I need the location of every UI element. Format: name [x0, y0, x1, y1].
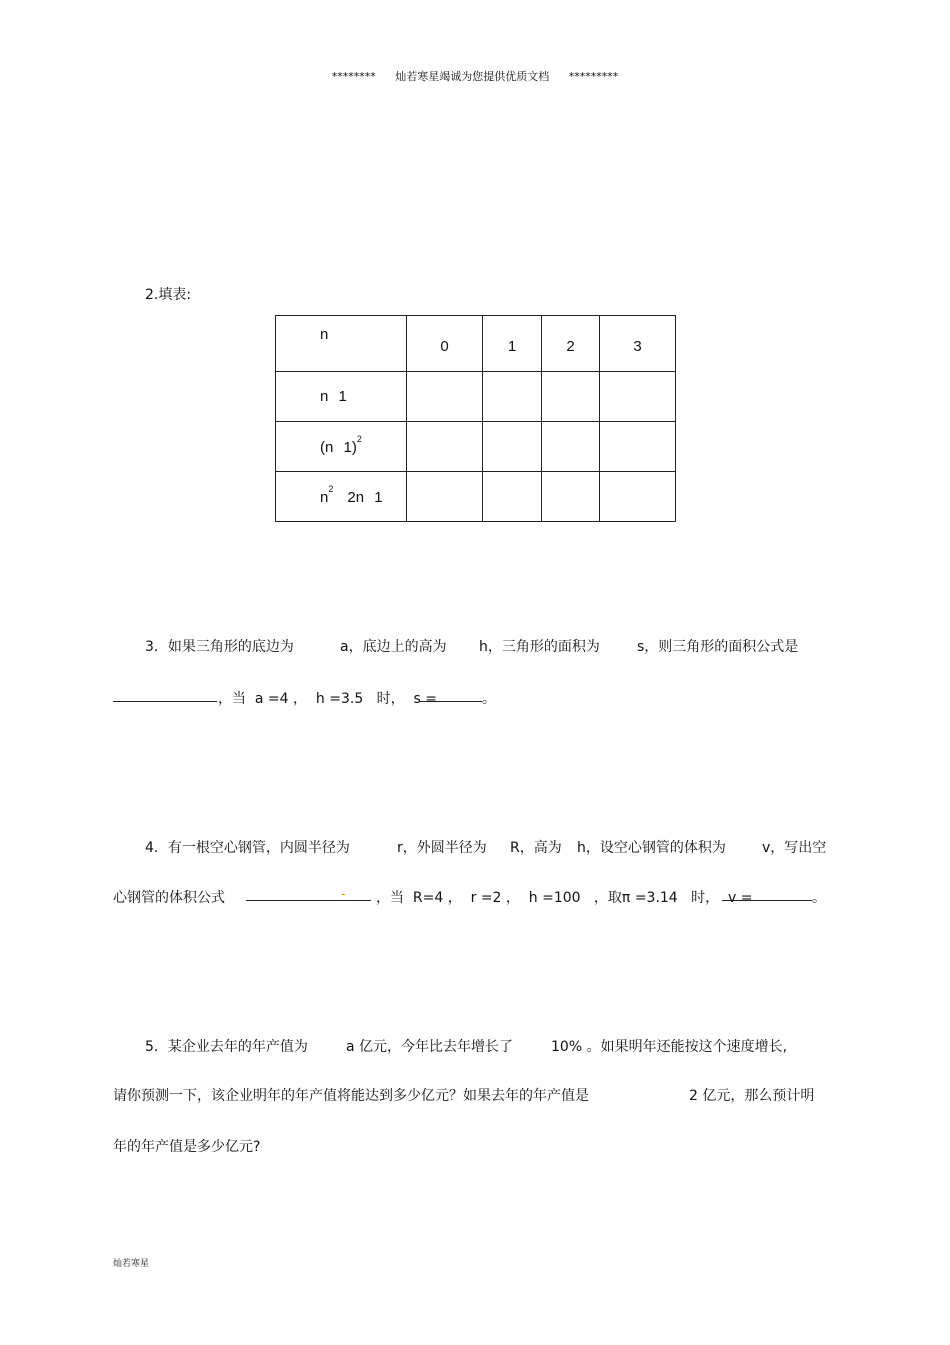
table-cell: [407, 372, 483, 422]
table-row: [276, 316, 676, 372]
table-cell: [483, 422, 542, 472]
fill-table: [275, 315, 676, 522]
q4-line2-text-a: 心钢管的体积公式: [113, 890, 225, 906]
table-cell: [542, 472, 600, 522]
q3-text-b: a，底边上的高为: [340, 639, 447, 655]
table-cell: [600, 472, 676, 522]
q4-line2-text-b: ，当 R=4 ， r =2 ， h =100 ，取π =3.14 时， v =: [376, 890, 753, 906]
page-header: [0, 68, 950, 84]
table-row: [276, 472, 676, 522]
table-cell: [407, 472, 483, 522]
table-cell: [483, 372, 542, 422]
q5-text-a: 5．某企业去年的年产值为: [145, 1039, 308, 1055]
row-label-n-plus-1-squared: (n 1)$^2$: [276, 422, 407, 472]
q4-text-a: 4．有一根空心钢管，内圆半径为: [145, 840, 350, 856]
table-cell: [600, 422, 676, 472]
table-cell: [542, 422, 600, 472]
q4-formula-blank[interactable]: [246, 888, 371, 901]
table-cell: [407, 422, 483, 472]
q5-text-c: 10% 。如果明年还能按这个速度增长,: [551, 1039, 788, 1055]
table-col-3: 3: [600, 316, 676, 372]
row-label-n2-2n-1: $n^2$ 2n 1: [276, 472, 407, 522]
header-stars-left: ********: [331, 70, 376, 83]
q3-text-a: 3．如果三角形的底边为: [145, 639, 294, 655]
q4-line2-end: 。: [812, 890, 826, 906]
q3-text-c: h，三角形的面积为: [479, 639, 600, 655]
q4-text-b: r，外圆半径为: [397, 840, 487, 856]
q4-text-d: h，设空心钢管的体积为: [577, 840, 726, 856]
table-col-1: 1: [483, 316, 542, 372]
q3-text-d: s，则三角形的面积公式是: [637, 639, 799, 655]
row-label-n-plus-1: n 1: [276, 372, 407, 422]
table-cell: [542, 372, 600, 422]
table-header-n: n: [276, 316, 407, 372]
q4-stray-mark: -: [341, 887, 346, 901]
q3-formula-blank[interactable]: [113, 689, 217, 702]
q5-text-b: a 亿元，今年比去年增长了: [346, 1039, 514, 1055]
q4-text-e: v，写出空: [762, 840, 827, 856]
table-row: [276, 372, 676, 422]
q5-line2-text-b: 2 亿元，那么预计明: [689, 1088, 815, 1104]
q2-label: 2.填表:: [145, 287, 192, 303]
q5-line2-text-a: 请你预测一下，该企业明年的年产值将能达到多少亿元？如果去年的年产值是: [113, 1088, 589, 1104]
q5-line3-text: 年的年产值是多少亿元?: [113, 1139, 261, 1155]
table-cell: [483, 472, 542, 522]
q4-answer-blank[interactable]: [722, 888, 812, 901]
table-row: [276, 422, 676, 472]
q3-line2-end: 。: [482, 691, 496, 707]
table-cell: [600, 372, 676, 422]
table-col-0: 0: [407, 316, 483, 372]
header-stars-right: *********: [568, 70, 619, 83]
q4-text-c: R，高为: [510, 840, 562, 856]
q3-answer-blank[interactable]: [420, 689, 482, 702]
q3-line2-text: ，当 a =4 ， h =3.5 时， s =: [218, 691, 437, 707]
page-footer: 灿若寒星: [113, 1259, 150, 1269]
header-title: 灿若寒星竭诚为您提供优质文档: [395, 70, 550, 83]
table-col-2: 2: [542, 316, 600, 372]
